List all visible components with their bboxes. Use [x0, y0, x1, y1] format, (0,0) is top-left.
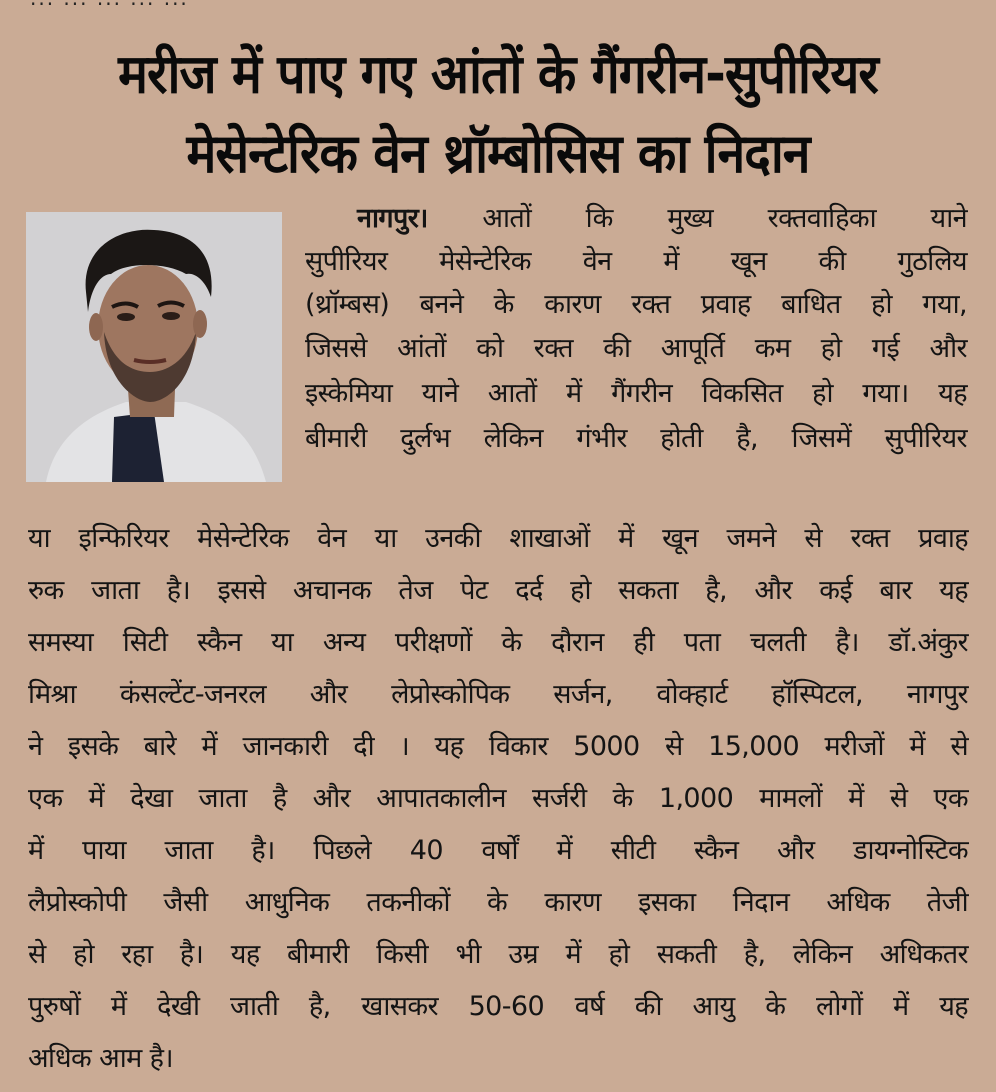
article-line: रुक जाता है। इससे अचानक तेज पेट दर्द हो सकता है, और कई बार यह [28, 575, 968, 606]
article-line: पुरुषों में देखी जाती है, खासकर 50-60 वर्ष की आयु के लोगों में यह [28, 991, 968, 1022]
doctor-photo [26, 212, 282, 482]
article-line: इस्केमिया याने आतों में गैंगरीन विकसित हो गया। यह [305, 378, 967, 409]
headline-line-1: मरीज में पाए गए आंतों के गैंगरीन-सुपीरियर [118, 42, 878, 106]
article-line: बीमारी दुर्लभ लेकिन गंभीर होती है, जिसमें सुपीरियर [305, 423, 967, 454]
article-line: समस्या सिटी स्कैन या अन्य परीक्षणों के दौरान ही पता चलती है। डॉ.अंकुर [28, 627, 968, 658]
headline [0, 34, 996, 194]
article-line: नागपुर। आतों कि मुख्य रक्तवाहिका याने [357, 203, 967, 234]
article-line: ने इसके बारे में जानकारी दी । यह विकार 5000 से 15,000 मरीजों में से [28, 731, 968, 762]
dateline: नागपुर। [357, 203, 428, 234]
article-line: लैप्रोस्कोपी जैसी आधुनिक तकनीकों के कारण इसका निदान अधिक तेजी [28, 887, 968, 918]
article-line: सुपीरियर मेसेन्टेरिक वेन में खून की गुठलिय [305, 246, 967, 277]
article-line: या इन्फिरियर मेसेन्टेरिक वेन या उनकी शाखाओं में खून जमने से रक्त प्रवाह [28, 523, 968, 554]
article-line: (थ्रॉम्बस) बनने के कारण रक्त प्रवाह बाधित हो गया, [305, 289, 967, 320]
article-line: मिश्रा कंसल्टेंट-जनरल और लेप्रोस्कोपिक सर्जन, वोक्हार्ट हॉस्पिटल, नागपुर [28, 679, 968, 710]
cropped-previous-text [30, 0, 189, 10]
article-line: एक में देखा जाता है और आपातकालीन सर्जरी के 1,000 मामलों में से एक [28, 783, 968, 814]
headline-line-2: मेसेन्टेरिक वेन थ्रॉम्बोसिस का निदान [186, 122, 810, 186]
article-line: जिससे आंतों को रक्त की आपूर्ति कम हो गई और [305, 333, 967, 364]
article-line: में पाया जाता है। पिछले 40 वर्षों में सीटी स्कैन और डायग्नोस्टिक [28, 835, 968, 866]
article-line: से हो रहा है। यह बीमारी किसी भी उम्र में हो सकती है, लेकिन अधिकतर [28, 939, 968, 970]
portrait-illustration [26, 212, 282, 482]
article-line: अधिक आम है। [28, 1043, 174, 1074]
